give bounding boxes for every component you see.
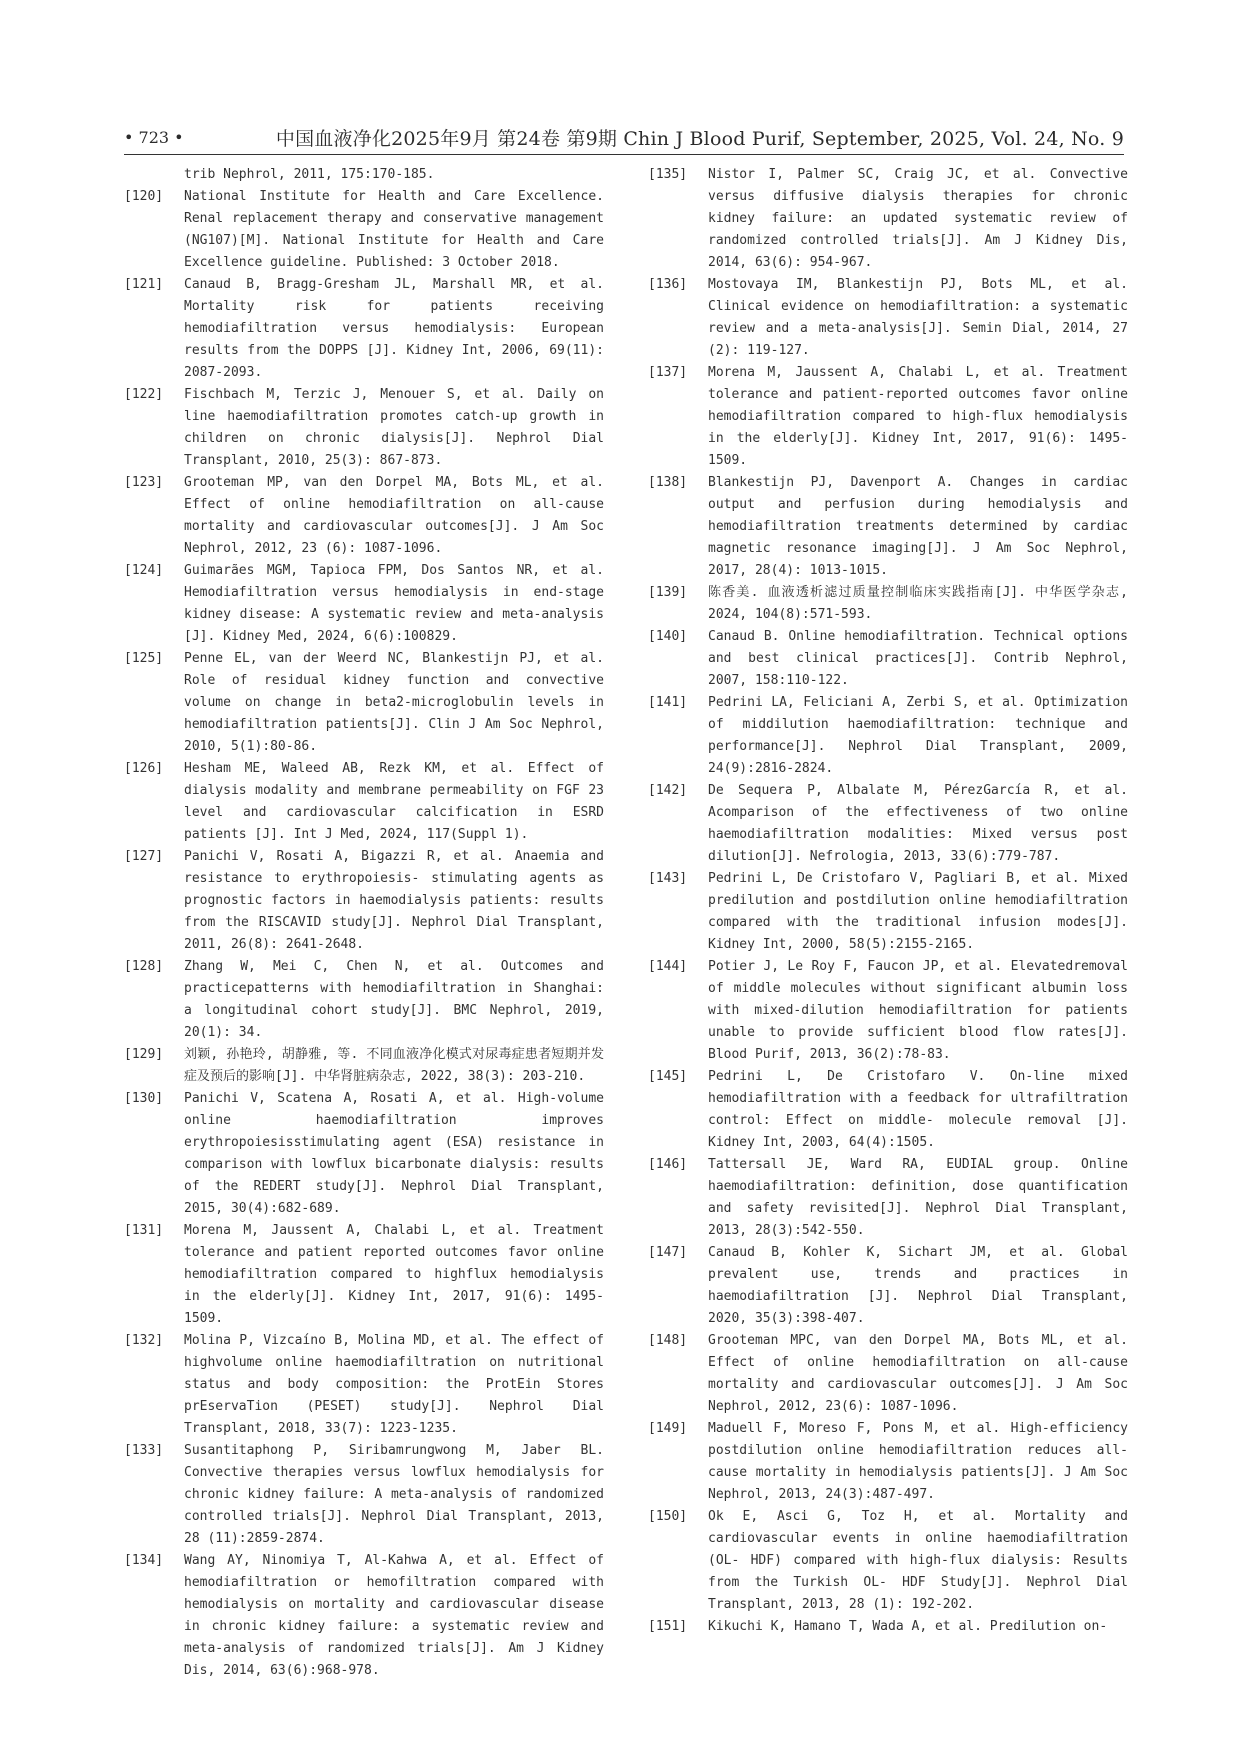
reference-entry — [648, 1066, 1128, 1154]
reference-text: Susantitaphong P, Siribamrungwong M, Jaber BL. Convective therapies versus lowflux hemodialysis for chronic kidney failure: A meta-analysis of randomized controlled trials[J]. Nephrol Dial Transplant, 2013, 28 (11):2859-2874. — [184, 1443, 604, 1546]
reference-entry — [124, 956, 604, 1044]
reference-number: [131] — [124, 1223, 164, 1238]
reference-number: [123] — [124, 475, 164, 490]
reference-number: [120] — [124, 189, 164, 204]
reference-continuation: trib Nephrol, 2011, 175:170-185. — [184, 167, 435, 182]
reference-entry — [648, 582, 1128, 626]
reference-number: [121] — [124, 277, 164, 292]
reference-text: Guimarães MGM, Tapioca FPM, Dos Santos NR, et al. Hemodiafiltration versus hemodialysis in end-stage kidney disease: A systematic review and meta-analysis [J]. Kidney Med, 2024, 6(6):100829. — [184, 563, 604, 644]
page-number: • 723 • — [124, 128, 184, 147]
reference-text: Canaud B, Kohler K, Sichart JM, et al. Global prevalent use, trends and practices in haemodiafiltration [J]. Nephrol Dial Transplant, 2020, 35(3):398-407. — [708, 1245, 1128, 1326]
reference-entry — [648, 1330, 1128, 1418]
reference-column-left — [124, 164, 604, 1682]
reference-number: [134] — [124, 1553, 164, 1568]
journal-citation: 中国血液净化2025年9月 第24卷 第9期 Chin J Blood Purif, September, 2025, Vol. 24, No. 9 — [275, 128, 1124, 150]
reference-number: [125] — [124, 651, 164, 666]
reference-text: National Institute for Health and Care Excellence. Renal replacement therapy and conservative management (NG107)[M]. National Institute for Health and Care Excellence guideline. Published: 3 October 2018. — [184, 189, 604, 270]
reference-entry — [648, 956, 1128, 1066]
reference-number: [129] — [124, 1047, 164, 1062]
reference-entry — [124, 186, 604, 274]
reference-text: Tattersall JE, Ward RA, EUDIAL group. Online haemodiafiltration: definition, dose quantification and safety revisited[J]. Nephrol Dial Transplant, 2013, 28(3):542-550. — [708, 1157, 1128, 1238]
reference-number: [140] — [648, 629, 688, 644]
reference-number: [135] — [648, 167, 688, 182]
reference-text: Zhang W, Mei C, Chen N, et al. Outcomes and practicepatterns with hemodiafiltration in Shanghai: a longitudinal cohort study[J]. BMC Nephrol, 2019, 20(1): 34. — [184, 959, 604, 1040]
reference-number: [145] — [648, 1069, 688, 1084]
reference-number: [143] — [648, 871, 688, 886]
reference-entry — [124, 1550, 604, 1682]
reference-text: Blankestijn PJ, Davenport A. Changes in cardiac output and perfusion during hemodialysis and hemodiafiltration treatments determined by cardiac magnetic resonance imaging[J]. J Am Soc Nephrol, 2017, 28(4): 1013-1015. — [708, 475, 1128, 578]
reference-entry — [648, 472, 1128, 582]
reference-entry — [648, 274, 1128, 362]
reference-entry — [124, 1220, 604, 1330]
reference-entry — [124, 1044, 604, 1088]
reference-number: [147] — [648, 1245, 688, 1260]
reference-number: [127] — [124, 849, 164, 864]
running-header — [124, 124, 1124, 155]
reference-number: [146] — [648, 1157, 688, 1172]
reference-entry — [648, 1242, 1128, 1330]
reference-text: 陈香美. 血液透析滤过质量控制临床实践指南[J]. 中华医学杂志, 2024, 104(8):571-593. — [708, 585, 1128, 622]
reference-number: [149] — [648, 1421, 688, 1436]
reference-text: Panichi V, Scatena A, Rosati A, et al. High-volume online haemodiafiltration improves erythropoiesisstimulating agent (ESA) resistance in comparison with lowflux bicarbonate dialysis: results of the REDERT study[J]. Nephrol Dial Transplant, 2015, 30(4):682-689. — [184, 1091, 604, 1216]
reference-entry — [648, 868, 1128, 956]
reference-entry — [648, 780, 1128, 868]
reference-text: Morena M, Jaussent A, Chalabi L, et al. Treatment tolerance and patient reported outcomes favor online hemodiafiltration compared to highflux hemodialysis in the elderly[J]. Kidney Int, 2017, 91(6): 1495-1509. — [184, 1223, 604, 1326]
reference-entry — [648, 626, 1128, 692]
reference-entry — [124, 1440, 604, 1550]
reference-text: Panichi V, Rosati A, Bigazzi R, et al. Anaemia and resistance to erythropoiesis- stimulating agents as prognostic factors in haemodialysis patients: results from the RISCAVID study[J]. Nephrol Dial Transplant, 2011, 26(8): 2641-2648. — [184, 849, 604, 952]
reference-text: Canaud B. Online hemodiafiltration. Technical options and best clinical practices[J]. Contrib Nephrol, 2007, 158:110-122. — [708, 629, 1128, 688]
reference-number: [148] — [648, 1333, 688, 1348]
reference-number: [132] — [124, 1333, 164, 1348]
reference-number: [141] — [648, 695, 688, 710]
reference-text: Penne EL, van der Weerd NC, Blankestijn PJ, et al. Role of residual kidney function and convective volume on change in beta2-microglobulin levels in hemodiafiltration patients[J]. Clin J Am Soc Nephrol, 2010, 5(1):80-86. — [184, 651, 604, 754]
reference-text: Mostovaya IM, Blankestijn PJ, Bots ML, et al. Clinical evidence on hemodiafiltration: a systematic review and a meta-analysis[J]. Semin Dial, 2014, 27 (2): 119-127. — [708, 277, 1128, 358]
reference-text: Canaud B, Bragg-Gresham JL, Marshall MR, et al. Mortality risk for patients receiving hemodiafiltration versus hemodialysis: European results from the DOPPS [J]. Kidney Int, 2006, 69(11): 2087-2093. — [184, 277, 604, 380]
reference-number: [150] — [648, 1509, 688, 1524]
reference-entry — [124, 648, 604, 758]
reference-text: Fischbach M, Terzic J, Menouer S, et al. Daily on line haemodiafiltration promotes catch-up growth in children on chronic dialysis[J]. Nephrol Dial Transplant, 2010, 25(3): 867-873. — [184, 387, 604, 468]
reference-text: Grooteman MP, van den Dorpel MA, Bots ML, et al. Effect of online hemodiafiltration on all-cause mortality and cardiovascular outcomes[J]. J Am Soc Nephrol, 2012, 23 (6): 1087-1096. — [184, 475, 604, 556]
reference-entry — [648, 692, 1128, 780]
reference-text: Molina P, Vizcaíno B, Molina MD, et al. The effect of highvolume online haemodiafiltration on nutritional status and body composition: the ProtEin Stores prEservaTion (PESET) study[J]. Nephrol Dial Transplant, 2018, 33(7): 1223-1235. — [184, 1333, 604, 1436]
reference-number: [128] — [124, 959, 164, 974]
reference-number: [136] — [648, 277, 688, 292]
reference-entry — [648, 362, 1128, 472]
reference-entry — [648, 1154, 1128, 1242]
reference-entry — [124, 758, 604, 846]
reference-text: Morena M, Jaussent A, Chalabi L, et al. Treatment tolerance and patient-reported outcomes favor online hemodiafiltration compared to high-flux hemodialysis in the elderly[J]. Kidney Int, 2017, 91(6): 1495-1509. — [708, 365, 1128, 468]
reference-number: [137] — [648, 365, 688, 380]
reference-text: Nistor I, Palmer SC, Craig JC, et al. Convective versus diffusive dialysis therapies for chronic kidney failure: an updated systematic review of randomized controlled trials[J]. Am J Kidney Dis, 2014, 63(6): 954-967. — [708, 167, 1128, 270]
reference-number: [130] — [124, 1091, 164, 1106]
reference-number: [139] — [648, 585, 688, 600]
reference-entry — [124, 560, 604, 648]
reference-entry — [648, 1616, 1128, 1638]
reference-entry — [648, 1418, 1128, 1506]
reference-text: Maduell F, Moreso F, Pons M, et al. High-efficiency postdilution online hemodiafiltration reduces all-cause mortality in hemodialysis patients[J]. J Am Soc Nephrol, 2013, 24(3):487-497. — [708, 1421, 1128, 1502]
reference-text: Pedrini L, De Cristofaro V. On-line mixed hemodiafiltration with a feedback for ultrafiltration control: Effect on middle- molecule removal [J]. Kidney Int, 2003, 64(4):1505. — [708, 1069, 1128, 1150]
reference-entry — [124, 846, 604, 956]
reference-number: [126] — [124, 761, 164, 776]
reference-text: Pedrini L, De Cristofaro V, Pagliari B, et al. Mixed predilution and postdilution online hemodiafiltration compared with the traditional infusion modes[J]. Kidney Int, 2000, 58(5):2155-2165. — [708, 871, 1128, 952]
reference-entry — [648, 164, 1128, 274]
reference-text: Potier J, Le Roy F, Faucon JP, et al. Elevatedremoval of middle molecules without significant albumin loss with mixed-dilution hemodiafiltration for patients unable to provide sufficient blood flow rates[J]. Blood Purif, 2013, 36(2):78-83. — [708, 959, 1128, 1062]
reference-entry — [124, 274, 604, 384]
reference-number: [138] — [648, 475, 688, 490]
reference-text: Wang AY, Ninomiya T, Al-Kahwa A, et al. Effect of hemodiafiltration or hemofiltration compared with hemodialysis on mortality and cardiovascular disease in chronic kidney failure: a systematic review and meta-analysis of randomized trials[J]. Am J Kidney Dis, 2014, 63(6):968-978. — [184, 1553, 604, 1678]
reference-number: [122] — [124, 387, 164, 402]
reference-entry — [124, 1330, 604, 1440]
reference-entry — [648, 1506, 1128, 1616]
reference-text: De Sequera P, Albalate M, PérezGarcía R, et al. Acomparison of the effectiveness of two online haemodiafiltration modalities: Mixed versus post dilution[J]. Nefrologia, 2013, 33(6):779-787. — [708, 783, 1128, 864]
reference-entry — [124, 384, 604, 472]
reference-number: [142] — [648, 783, 688, 798]
reference-text: Pedrini LA, Feliciani A, Zerbi S, et al. Optimization of middilution haemodiafiltration: technique and performance[J]. Nephrol Dial Transplant, 2009, 24(9):2816-2824. — [708, 695, 1128, 776]
reference-entry — [124, 472, 604, 560]
reference-text: Grooteman MPC, van den Dorpel MA, Bots ML, et al. Effect of online hemodiafiltration on all-cause mortality and cardiovascular outcomes[J]. J Am Soc Nephrol, 2012, 23(6): 1087-1096. — [708, 1333, 1128, 1414]
reference-number: [124] — [124, 563, 164, 578]
reference-number: [144] — [648, 959, 688, 974]
reference-entry — [124, 1088, 604, 1220]
reference-column-right — [648, 164, 1128, 1638]
reference-text: 刘颖, 孙艳玲, 胡静雅, 等. 不同血液净化模式对尿毒症患者短期并发症及预后的影响[J]. 中华肾脏病杂志, 2022, 38(3): 203-210. — [184, 1047, 604, 1084]
reference-text: Hesham ME, Waleed AB, Rezk KM, et al. Effect of dialysis modality and membrane permeability on FGF 23 level and cardiovascular calcification in ESRD patients [J]. Int J Med, 2024, 117(Suppl 1). — [184, 761, 604, 842]
reference-number: [151] — [648, 1619, 688, 1634]
reference-text: Ok E, Asci G, Toz H, et al. Mortality and cardiovascular events in online haemodiafiltration (OL- HDF) compared with high-flux dialysis: Results from the Turkish OL- HDF Study[J]. Nephrol Dial Transplant, 2013, 28 (1): 192-202. — [708, 1509, 1128, 1612]
reference-text: Kikuchi K, Hamano T, Wada A, et al. Predilution on- — [708, 1619, 1108, 1634]
reference-number: [133] — [124, 1443, 164, 1458]
